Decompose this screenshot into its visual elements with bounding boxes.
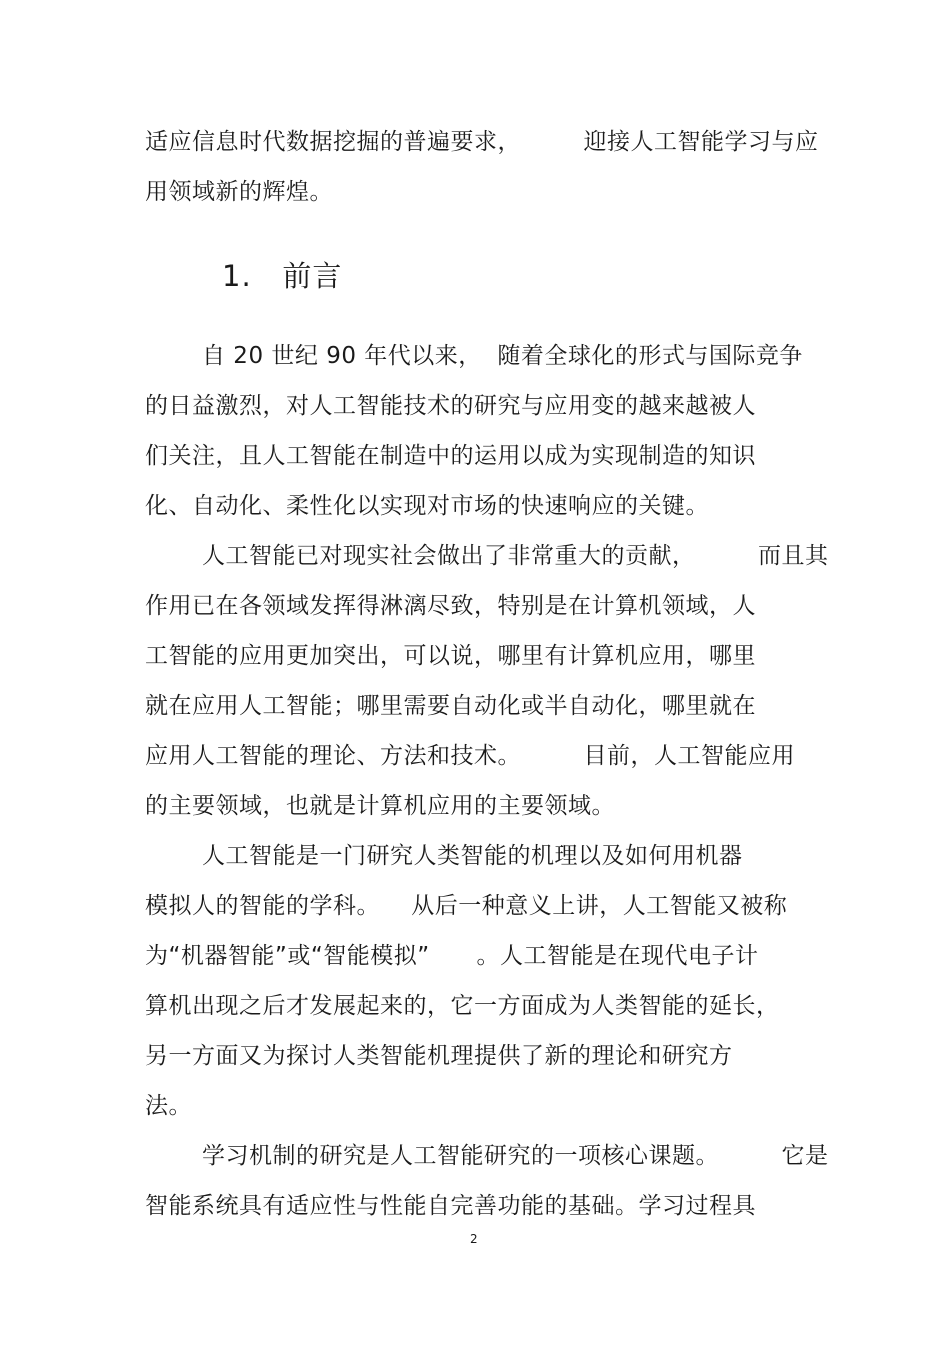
paragraph-line: 自 20 世纪 90 年代以来， 随着全球化的形式与国际竞争: [202, 343, 803, 369]
intro-line-1: 适应信息时代数据挖掘的普遍要求， 迎接人工智能学习与应: [145, 129, 819, 155]
paragraph-line: 应用人工智能的理论、方法和技术。 目前，人工智能应用: [145, 743, 795, 769]
paragraph-line: 的日益激烈，对人工智能技术的研究与应用变的越来越被人: [145, 393, 756, 419]
page-number: 2: [470, 1232, 478, 1246]
paragraph-line: 为“机器智能”或“智能模拟” 。人工智能是在现代电子计: [145, 943, 759, 969]
paragraph-line: 作用已在各领域发挥得淋漓尽致，特别是在计算机领域，人: [145, 593, 756, 619]
paragraph-line: 法。: [145, 1093, 192, 1119]
paragraph-line: 的主要领域，也就是计算机应用的主要领域。: [145, 793, 615, 819]
paragraph-line: 人工智能是一门研究人类智能的机理以及如何用机器: [202, 843, 743, 869]
paragraph-line: 算机出现之后才发展起来的，它一方面成为人类智能的延长，: [145, 993, 780, 1019]
intro-line-2: 用领域新的辉煌。: [145, 179, 333, 205]
paragraph-line: 学习机制的研究是人工智能研究的一项核心课题。 它是: [202, 1143, 829, 1169]
paragraph-line: 模拟人的智能的学科。 从后一种意义上讲，人工智能又被称: [145, 893, 788, 919]
paragraph-line: 人工智能已对现实社会做出了非常重大的贡献， 而且其: [202, 543, 829, 569]
paragraph-line: 们关注，且人工智能在制造中的运用以成为实现制造的知识: [145, 443, 756, 469]
paragraph-line: 另一方面又为探讨人类智能机理提供了新的理论和研究方: [145, 1043, 733, 1069]
paragraph-line: 智能系统具有适应性与性能自完善功能的基础。学习过程具: [145, 1193, 756, 1219]
section-heading: 1. 前言: [222, 259, 343, 293]
paragraph-line: 工智能的应用更加突出，可以说，哪里有计算机应用，哪里: [145, 643, 756, 669]
paragraph-line: 就在应用人工智能；哪里需要自动化或半自动化，哪里就在: [145, 693, 756, 719]
paragraph-line: 化、自动化、柔性化以实现对市场的快速响应的关键。: [145, 493, 709, 519]
